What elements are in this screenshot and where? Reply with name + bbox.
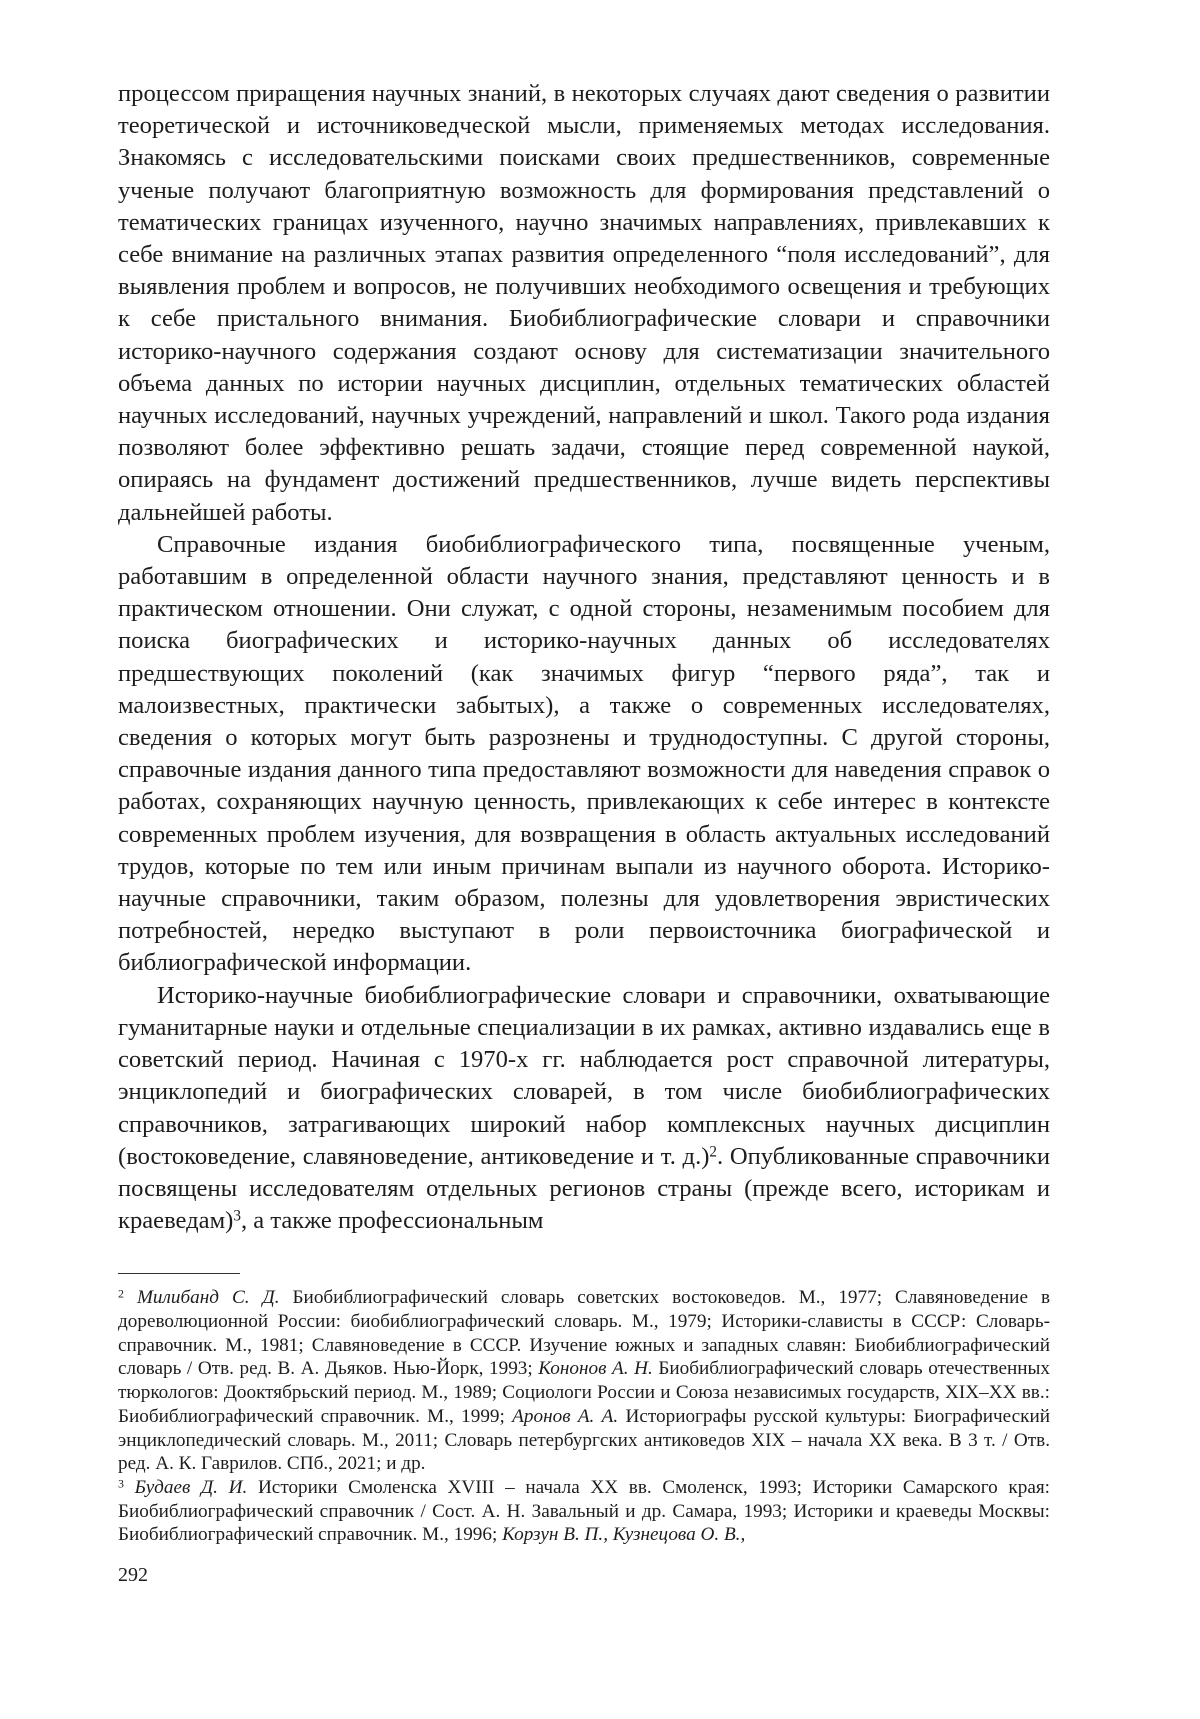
- footnote-2-author-3: Аронов А. А.: [512, 1405, 619, 1427]
- page-number: 292: [118, 1564, 148, 1586]
- footnote-2-text-1: Биобиблиографический словарь советских востоковедов. М., 1977; Славяноведение в дореволюционной России: биобиблиографический словарь. М., 1979; Историки-слависты в СССР: Словарь-справочник. М., 1981; Славяноведение в СССР. Изучение южных и западных славян: Биобиблиографический словарь / Отв. ред. В. А. Дьяков. Нью-Йорк, 1993;: [118, 1287, 1051, 1380]
- paragraph-3-part-1: Историко-научные биобиблиографические словари и справочники, охватывающие гуманитарные науки и отдельные специализации в их рамках, активно издавались еще в советский период. Начиная с 1970-х гг. наблюдается рост справочной литературы, энциклопедий и биографических словарей, в том числе биобиблиографических справочников, затрагивающих широкий набор комплексных научных дисциплин (востоковедение, славяноведение, антиковедение и т. д.): [118, 981, 1050, 1170]
- footnotes: [118, 1286, 1050, 1547]
- footnote-2-number: 2: [118, 1286, 124, 1301]
- footnote-3-author-2: Корзун В. П., Кузнецова О. В.,: [502, 1524, 746, 1546]
- footnote-2: [118, 1286, 1050, 1476]
- paragraph-1: процессом приращения научных знаний, в некоторых случаях дают сведения о развитии теоретической и источниковедческой мысли, применяемых методах исследования. Знакомясь с исследовательскими поисками своих предшественников, современные ученые получают благоприятную возможность для формирования представлений о тематических границах изученного, научно значимых направлениях, привлекавших к себе внимание на различных этапах развития определенного “поля исследований”, для выявления проблем и вопросов, не получивших необходимого освещения и требующих к себе пристального внимания. Биобиблиографические словари и справочники историко-научного содержания создают основу для систематизации значительного объема данных по истории научных дисциплин, отдельных тематических областей научных исследований, научных учреждений, направлений и школ. Такого рода издания позволяют более эффективно решать задачи, стоящие перед современной наукой, опираясь на фундамент достижений предшественников, лучше видеть перспективы дальнейшей работы.: [118, 80, 1050, 526]
- footnote-3-author-1: Будаев Д. И.: [134, 1476, 248, 1498]
- footnote-3-number: 3: [118, 1476, 124, 1491]
- footnote-2-author-1: Милибанд С. Д.: [136, 1287, 280, 1309]
- paragraph-3-part-2: . Опубликованные справочники посвящены исследователям отдельных регионов страны (прежде всего, историкам и краеведам): [118, 1142, 1050, 1235]
- paragraph-3-part-3: , а также профессиональным: [240, 1207, 544, 1235]
- paragraph-3: [118, 980, 1050, 1238]
- footnote-separator: [118, 1273, 240, 1274]
- footnote-ref-2[interactable]: 2: [709, 1143, 718, 1161]
- paragraph-2: Справочные издания биобиблиографического типа, посвященные ученым, работавшим в определенной области научного знания, представляют ценность и в практическом отношении. Они служат, с одной стороны, незаменимым пособием для поиска биографических и историко-научных данных об исследователях предшествующих поколений (как значимых фигур “первого ряда”, так и малоизвестных, практически забытых), а также о современных исследователях, сведения о которых могут быть разрознены и труднодоступны. С другой стороны, справочные издания данного типа предоставляют возможности для наведения справок о работах, сохраняющих научную ценность, привлекающих к себе интерес в контексте современных проблем изучения, для возвращения в область актуальных исследований трудов, которые по тем или иным причинам выпали из научного оборота. Историко-научные справочники, таким образом, полезны для удовлетворения эвристических потребностей, нередко выступают в роли первоисточника биографической и библиографической информации.: [118, 530, 1050, 977]
- footnote-2-text-2: Биобиблиографический словарь отечественных тюркологов: Дооктябрьский период. М., 1989; Социологи России и Союза независимых государств, XIX–XX вв.: Биобиблиографический справочник. М., 1999;: [118, 1358, 1050, 1427]
- footnote-ref-3[interactable]: 3: [233, 1207, 241, 1225]
- footnote-2-text-3: Историографы русской культуры: Биографический энциклопедический словарь. М., 2011; Словарь петербургских антиковедов XIX – начала XX века. В 3 т. / Отв. ред. А. К. Гаврилов. СПб., 2021; и др.: [118, 1405, 1050, 1475]
- footnote-3-text-1: Историки Смоленска XVIII – начала XX вв. Смоленск, 1993; Историки Самарского края: Биобиблиографический справочник / Сост. А. Н. Завальный и др. Самара, 1993; Историки и краеведы Москвы: Биобиблиографический справочник. М., 1996;: [118, 1476, 1050, 1546]
- page: [118, 78, 1050, 1547]
- main-text: [118, 78, 1050, 1237]
- footnote-3: [118, 1476, 1050, 1547]
- footnote-2-author-2: Кононов А. Н.: [538, 1358, 653, 1380]
